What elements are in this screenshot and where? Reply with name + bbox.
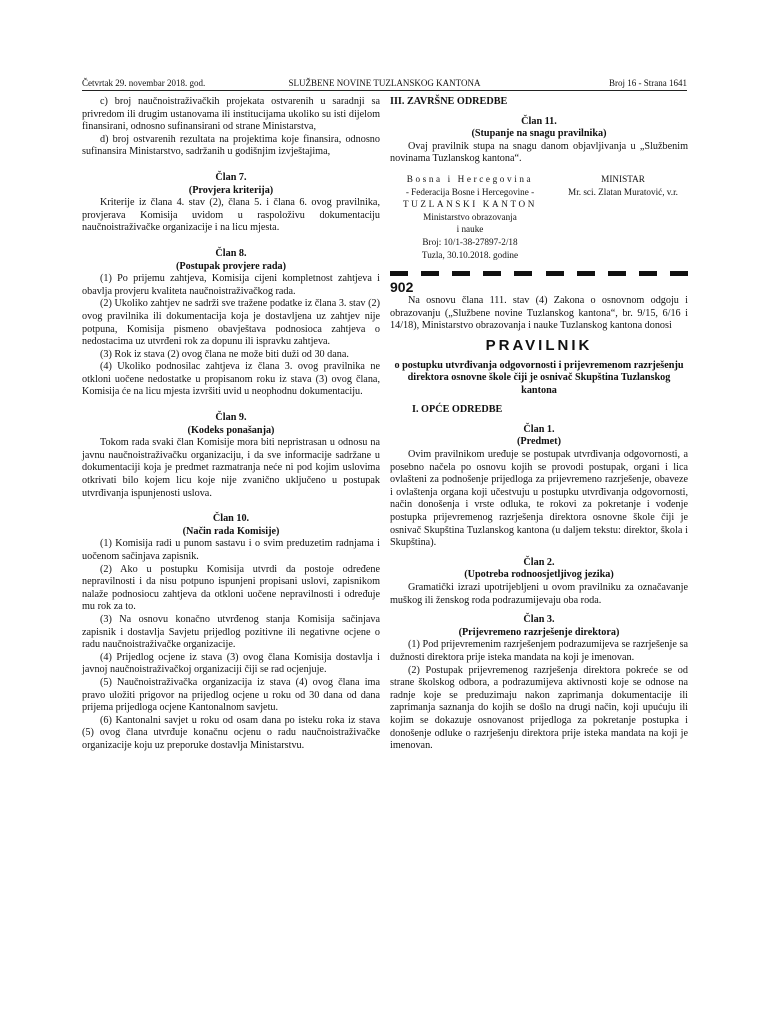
- signature-block: [390, 173, 688, 261]
- separator-dashes: [390, 271, 688, 276]
- paragraph: Ovim pravilnikom uređuje se postupak utvrđivanja odgovornosti, a posebno načela po osnovu kojih se provodi postupak, organi i lica ovlašteni za podnošenje prijedloga za prijevremeno razrješenje, obaveze i ovlaštenja organa koji učestvuju u postupku utvrđivanja odgovornosti, način donošenja i vrste odluka, te rokovi za pokretanje i vođenje postupka prijevremenog razrješenja direktora osnovne škole čiji je osnivač Skupština Tuzlanskog kantona (u daljem tekstu: direktor, škola i Skupština).: [390, 449, 688, 549]
- paragraph: (2) Postupak prijevremenog razrješenja direktora pokreće se od strane školskog odbora, a podrazumijeva aktivnosti koje se odnose na radnje koje se preduzimaju nakon zaprimanja dokumentacije ili zaprimanja saznanja do kojih se došlo na drugi način, koji upućuju ili kojim se dokazuje osnovanost prijedloga za pokretanje postupka i donošenje odluke o razrješenju direktora prije isteka mandata na koji je imenovan.: [390, 664, 688, 752]
- document-date: Tuzla, 30.10.2018. godine: [421, 249, 519, 260]
- article-heading: Član 8.: [215, 247, 247, 259]
- article-heading: Član 7.: [215, 171, 247, 183]
- paragraph: (2) Ako u postupku Komisija utvrdi da postoje određene nepravilnosti i da nisu potpuno ispunjeni propisani uslovi, zapisnikom nalaže podnosiocu zahtjeva da otkloni uočene nepravilnosti i određuje mu rok za to.: [82, 563, 380, 613]
- issuer-ministry-cont: i nauke: [456, 224, 484, 235]
- signatory-name: Mr. sci. Zlatan Muratović, v.r.: [568, 186, 678, 197]
- section-heading: I. OPĆE ODREDBE: [412, 404, 503, 416]
- header-date: Četvrtak 29. novembar 2018. god.: [82, 78, 206, 88]
- paragraph: (2) Ukoliko zahtjev ne sadrži sve tražene podatke iz člana 3. stav (2) ovog pravilnika ili dokumentacija koja je dostavljena uz zahtjev nije potpuna, Komisija pismeno obavještava podnosioca zahtjeva o nedostacima uz utvrđeni rok za dopunu ili ispravku zahtjeva.: [82, 298, 380, 348]
- issuer-canton: TUZLANSKI KANTON: [402, 199, 538, 210]
- signatory-block: [558, 173, 688, 261]
- article-heading: Član 11.: [521, 115, 557, 127]
- paragraph: Gramatički izrazi upotrijebljeni u ovom pravilniku za označavanje muškog ili ženskog roda podrazumijevaju oba roda.: [390, 582, 688, 606]
- paragraph: (4) Prijedlog ocjene iz stava (3) ovog člana Komisija dostavlja i javnoj naučnoistraživačkoj organizaciji čiji se rad ocjenjuje.: [82, 651, 380, 676]
- paragraph: (6) Kantonalni savjet u roku od osam dana po isteku roka iz stava (5) ovog člana utvrđuje konačnu ocjenu o radu naučnoistraživačke organizacije koju uz preporuke dostavlja Ministarstvu.: [82, 714, 380, 751]
- article-subheading: (Kodeks ponašanja): [187, 424, 275, 436]
- header-publication-title: SLUŽBENE NOVINE TUZLANSKOG KANTONA: [288, 78, 481, 88]
- issuer-country: Bosna i Hercegovina: [406, 173, 534, 184]
- article-subheading: (Provjera kriterija): [188, 184, 274, 196]
- right-column: [390, 96, 688, 753]
- act-number: 902: [390, 279, 414, 296]
- article-heading: Član 1.: [523, 423, 555, 435]
- signatory-title: MINISTAR: [601, 173, 645, 184]
- article-subheading: (Upotreba rodnoosjetljivog jezika): [464, 569, 614, 581]
- article-subheading: (Stupanje na snagu pravilnika): [471, 128, 607, 140]
- article-subheading: (Prijevremeno razrješenje direktora): [458, 626, 620, 638]
- document-number: Broj: 10/1-38-27897-2/18: [422, 236, 518, 247]
- paragraph: d) broj ostvarenih rezultata na projektima koje finansira, odnosno sufinansira Ministarstvo, sadržanih u godišnjim izvještajima,: [82, 133, 380, 158]
- header-page-number: Broj 16 - Strana 1641: [609, 78, 687, 88]
- paragraph: Kriterije iz člana 4. stav (2), člana 5. i člana 6. ovog pravilnika, provjerava Komisija uvidom u raspoloživu dokumentaciju naučnoistraživačke organizacije i na licu mjesta.: [82, 197, 380, 234]
- article-heading: Član 2.: [523, 556, 555, 568]
- issuer-ministry: Ministarstvo obrazovanja: [423, 211, 517, 222]
- paragraph: (3) Na osnovu konačno utvrđenog stanja Komisija sačinjava zapisnik i dostavlja Savjetu prijedlog pozitivne ili negativne ocjene o radu naučnoistraživačke organizacije.: [82, 613, 380, 651]
- paragraph: Tokom rada svaki član Komisije mora biti nepristrasan u odnosu na javnu naučnoistraživačku organizaciju, i da sve informacije sadržane u dokumentaciji koja je predmet razmatranja neće ni pod kojim uslovima otkrivati bilo kojem licu koje nije zvanično uključeno u postupak utvrđivanja ispunjenosti uslova.: [82, 437, 380, 499]
- article-heading: Član 3.: [523, 614, 555, 626]
- article-heading: Član 10.: [212, 513, 250, 525]
- paragraph: Na osnovu člana 111. stav (4) Zakona o osnovnom odgoju i obrazovanju („Službene novine Tuzlanskog kantona“, br. 9/15, 6/16 i 14/18), Ministarstvo obrazovanja i nauke Tuzlanskog kantona donosi: [390, 295, 688, 332]
- paragraph: (1) Komisija radi u punom sastavu i o svim preduzetim radnjama i uočenom sačinjava zapisnik.: [82, 538, 380, 562]
- document-subtitle: o postupku utvrđivanja odgovornosti i prijevremenom razrješenju direktora osnovne škole čiji je osnivač Skupština Tuzlanskog kantona: [394, 359, 684, 396]
- document-title: PRAVILNIK: [485, 336, 593, 354]
- paragraph: (4) Ukoliko podnosilac zahtjeva iz člana 3. ovog pravilnika ne otkloni uočene nedostatke u propisanom roku iz stava (3) ovog člana, Komisija će na licu mjesta izvršiti uvid u neophodnu dokumentaciju.: [82, 361, 380, 398]
- article-subheading: (Način rada Komisije): [182, 525, 280, 537]
- paragraph: c) broj naučnoistraživačkih projekata ostvarenih u saradnji sa privredom ili drugim ustanovama ili institucijama ukoliko su isti dijelom finansirani, odnosno sufinansirani od strane Ministarstva,: [82, 96, 380, 133]
- paragraph: Ovaj pravilnik stupa na snagu danom objavljivanja u „Službenim novinama Tuzlanskog kantona“.: [390, 140, 688, 165]
- issuer-block: [390, 173, 550, 261]
- article-heading: Član 9.: [215, 412, 247, 424]
- left-column: [82, 96, 380, 753]
- paragraph: (3) Rok iz stava (2) ovog člana ne može biti duži od 30 dana.: [100, 348, 349, 360]
- paragraph: (5) Naučnoistraživačka organizacija iz stava (4) ovog člana ima pravo uložiti prigovor na prijedlog ocjene u roku od 30 dana od dana prijema prijedloga ocjene Kantonalnom savjetu.: [82, 676, 380, 714]
- article-subheading: (Predmet): [517, 436, 561, 448]
- article-subheading: (Postupak provjere rada): [176, 260, 286, 272]
- paragraph: (1) Po prijemu zahtjeva, Komisija cijeni kompletnost zahtjeva i obavlja provjeru kvaliteta naučnoistraživačkog rada.: [82, 273, 380, 297]
- section-heading: III. ZAVRŠNE ODREDBE: [390, 96, 508, 107]
- paragraph: (1) Pod prijevremenim razrješenjem podrazumijeva se razrješenje sa dužnosti direktora prije isteka mandata na koji je imenovan.: [390, 639, 688, 663]
- page-header: [82, 77, 687, 91]
- issuer-entity: - Federacija Bosne i Hercegovine -: [405, 186, 535, 197]
